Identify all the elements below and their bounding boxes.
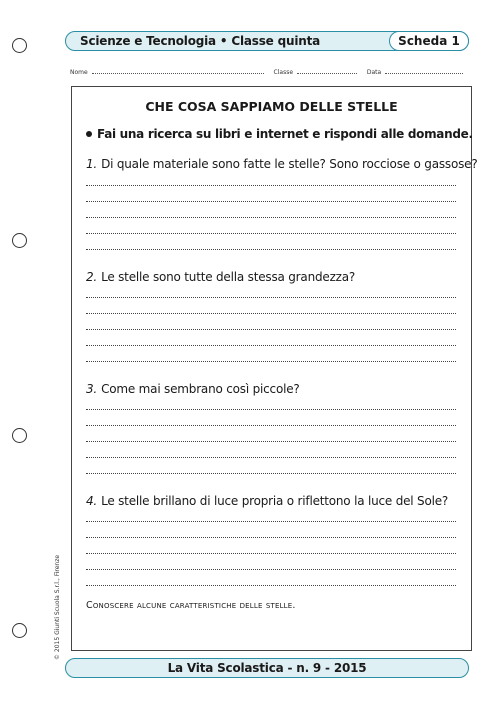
answer-line[interactable] bbox=[86, 441, 456, 442]
worksheet-title: CHE COSA SAPPIAMO DELLE STELLE bbox=[145, 99, 398, 114]
question-1 bbox=[86, 157, 478, 171]
answer-line[interactable] bbox=[86, 185, 456, 186]
date-label: Data bbox=[366, 69, 382, 76]
sheet-number-tab: Scheda 1 bbox=[389, 31, 469, 51]
answer-line[interactable] bbox=[86, 233, 456, 234]
answer-line[interactable] bbox=[86, 329, 456, 330]
question-number: 4. bbox=[86, 494, 98, 508]
answer-line[interactable] bbox=[86, 361, 456, 362]
question-number: 1. bbox=[86, 157, 98, 171]
question-number: 3. bbox=[86, 382, 98, 396]
name-field[interactable] bbox=[92, 68, 264, 74]
binder-hole-bottom bbox=[12, 623, 27, 638]
answer-line[interactable] bbox=[86, 585, 456, 586]
copyright-notice: © 2015 Giunti Scuola S.r.l., Firenze bbox=[54, 554, 61, 660]
answer-line[interactable] bbox=[86, 297, 456, 298]
answer-line[interactable] bbox=[86, 537, 456, 538]
answer-line[interactable] bbox=[86, 521, 456, 522]
date-field[interactable] bbox=[385, 68, 463, 74]
answer-line[interactable] bbox=[86, 409, 456, 410]
question-text: Le stelle brillano di luce propria o riflettono la luce del Sole? bbox=[101, 494, 449, 508]
answer-line[interactable] bbox=[86, 569, 456, 570]
answer-line[interactable] bbox=[86, 473, 456, 474]
binder-hole-upper-middle bbox=[12, 233, 27, 248]
answer-line[interactable] bbox=[86, 217, 456, 218]
question-2 bbox=[86, 270, 355, 284]
answer-line[interactable] bbox=[86, 201, 456, 202]
question-3 bbox=[86, 382, 300, 396]
instruction-text: Fai una ricerca su libri e internet e rispondi alle domande. bbox=[97, 127, 473, 141]
bullet-icon bbox=[86, 131, 92, 137]
instruction bbox=[86, 127, 473, 141]
question-text: Di quale materiale sono fatte le stelle? Sono rocciose o gassose? bbox=[101, 157, 478, 171]
binder-hole-top bbox=[12, 38, 27, 53]
answer-line[interactable] bbox=[86, 553, 456, 554]
class-field[interactable] bbox=[297, 68, 357, 74]
worksheet-frame bbox=[71, 86, 478, 651]
answer-line[interactable] bbox=[86, 313, 456, 314]
header-bar bbox=[65, 31, 469, 51]
name-label: Nome bbox=[70, 69, 88, 76]
question-text: Le stelle sono tutte della stessa grandezza? bbox=[101, 270, 356, 284]
answer-line[interactable] bbox=[86, 425, 456, 426]
answer-line[interactable] bbox=[86, 345, 456, 346]
answer-line[interactable] bbox=[86, 249, 456, 250]
subject-title: Scienze e Tecnologia • Classe quinta bbox=[80, 34, 321, 48]
footer-bar: La Vita Scolastica - n. 9 - 2015 bbox=[65, 658, 469, 678]
question-text: Come mai sembrano così piccole? bbox=[101, 382, 300, 396]
question-4 bbox=[86, 494, 448, 508]
student-info-row bbox=[70, 68, 470, 76]
answer-line[interactable] bbox=[86, 457, 456, 458]
class-label: Classe bbox=[273, 69, 294, 76]
binder-hole-lower-middle bbox=[12, 428, 27, 443]
question-number: 2. bbox=[86, 270, 98, 284]
learning-objective: Conoscere alcune caratteristiche delle stelle. bbox=[86, 600, 296, 611]
